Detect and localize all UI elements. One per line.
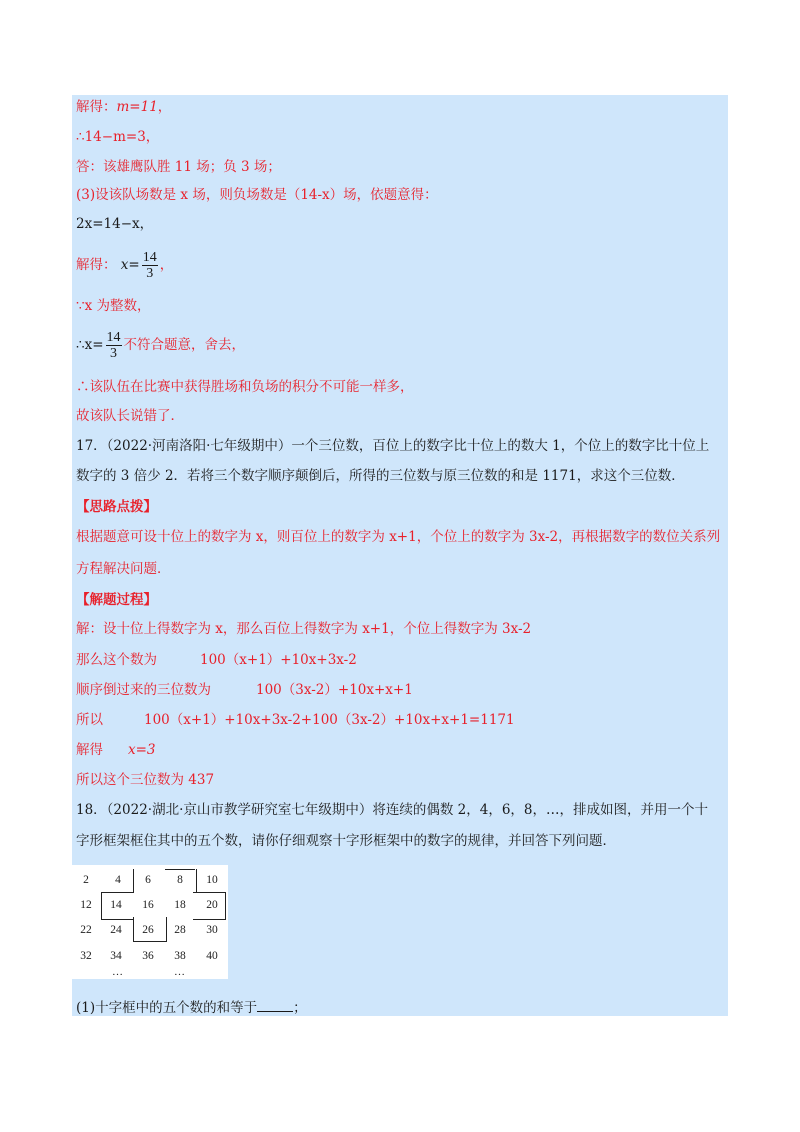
solution-line-4: (3)设该队场数是 x 场，则负场数是（14-x）场，依题意得： — [76, 187, 438, 203]
grid-number: 40 — [206, 950, 218, 962]
solution-line-2: ∴14−m=3， — [76, 129, 160, 145]
process-line-1: 解：设十位上得数字为 x，那么百位上得数字为 x+1，个位上得数字为 3x-2 — [76, 621, 532, 637]
hint-heading: 【思路点拨】 — [76, 499, 157, 515]
even-number-grid — [72, 865, 228, 979]
q17-text-line-1: 17．（2022·河南洛阳·七年级期中）一个三位数，百位上的数字比十位上的数大 1，个位上的数字比十位上 — [76, 438, 710, 454]
hint-line-2: 方程解决问题． — [76, 561, 171, 577]
grid-number: 16 — [142, 899, 154, 911]
fraction-14-over-3 — [106, 330, 122, 361]
grid-number: 6 — [145, 874, 151, 886]
solution-line-3: 答：该雄鹰队胜 11 场；负 3 场； — [76, 159, 281, 175]
answer-blank — [257, 999, 293, 1012]
q17-text-line-2: 数字的 3 倍少 2．若将三个数字顺序颠倒后，所得的三位数与原三位数的和是 1171，求这个三位数． — [76, 468, 685, 484]
cross-frame-bottom-bar — [133, 941, 165, 942]
process-line-4: 所以 100（x+1）+10x+3x-2+100（3x-2）+10x+x+1=1171 — [76, 712, 515, 728]
solution-line-7: ∵x 为整数， — [76, 298, 151, 314]
q18-text-line-1: 18．（2022·湖北·京山市教学研究室七年级期中）将连续的偶数 2，4，6，8，…，排成如图，并用一个十 — [76, 802, 709, 818]
grid-number: 8 — [177, 874, 183, 886]
grid-number: 3 — [146, 266, 154, 281]
grid-number: 14 — [110, 899, 122, 911]
grid-number: 2 — [83, 874, 89, 886]
ellipsis: … — [174, 966, 185, 978]
hint-line-1: 根据题意可设十位上的数字为 x，则百位上的数字为 x+1，个位上的数字为 3x-2，再根据数字的数位关系列 — [76, 529, 721, 545]
process-heading: 【解题过程】 — [76, 592, 157, 608]
q18-sub-question-1: (1)十字框中的五个数的和等于 ； — [76, 1000, 307, 1016]
grid-number: 34 — [110, 950, 122, 962]
process-line-6: 所以这个三位数为 437 — [76, 772, 215, 788]
grid-number: 24 — [110, 924, 122, 936]
grid-number: 30 — [206, 924, 218, 936]
process-line-2: 那么这个数为 100（x+1）+10x+3x-2 — [76, 652, 357, 668]
solution-line-1: 解得：m=11， — [76, 99, 172, 115]
grid-number: 4 — [115, 874, 121, 886]
grid-number: 3 — [110, 346, 118, 361]
grid-number: 12 — [80, 899, 92, 911]
grid-number: 28 — [174, 924, 186, 936]
grid-number: 14 — [106, 330, 121, 345]
grid-number: 20 — [206, 899, 218, 911]
q18-text-line-2: 字形框架框住其中的五个数，请你仔细观察十字形框架中的数字的规律，并回答下列问题． — [76, 833, 616, 849]
grid-number: 32 — [80, 950, 92, 962]
ellipsis: … — [112, 966, 123, 978]
solution-line-6: 解得： x= $\frac{14}{3}$ ， — [76, 250, 174, 281]
grid-number: 26 — [142, 924, 154, 936]
process-line-3: 顺序倒过来的三位数为 100（3x-2）+10x+x+1 — [76, 682, 413, 698]
equation-line: 2x=14−x， — [76, 216, 154, 232]
solution-line-10: 故该队长说错了． — [76, 408, 184, 424]
grid-number: 10 — [206, 874, 218, 886]
solution-line-9: ∴该队伍在比赛中获得胜场和负场的积分不可能一样多， — [76, 379, 414, 395]
grid-number: 36 — [142, 950, 154, 962]
solution-line-8: ∴x= $\frac{14}{3}$ 不符合题意，舍去， — [76, 330, 246, 361]
grid-number: 18 — [174, 899, 186, 911]
process-line-5: 解得 x=3 — [76, 742, 156, 758]
grid-number: 38 — [174, 950, 186, 962]
fraction-14-over-3 — [142, 250, 158, 281]
grid-number: 14 — [142, 250, 157, 265]
cross-frame-top-bar — [165, 869, 195, 870]
grid-number: 22 — [80, 924, 92, 936]
